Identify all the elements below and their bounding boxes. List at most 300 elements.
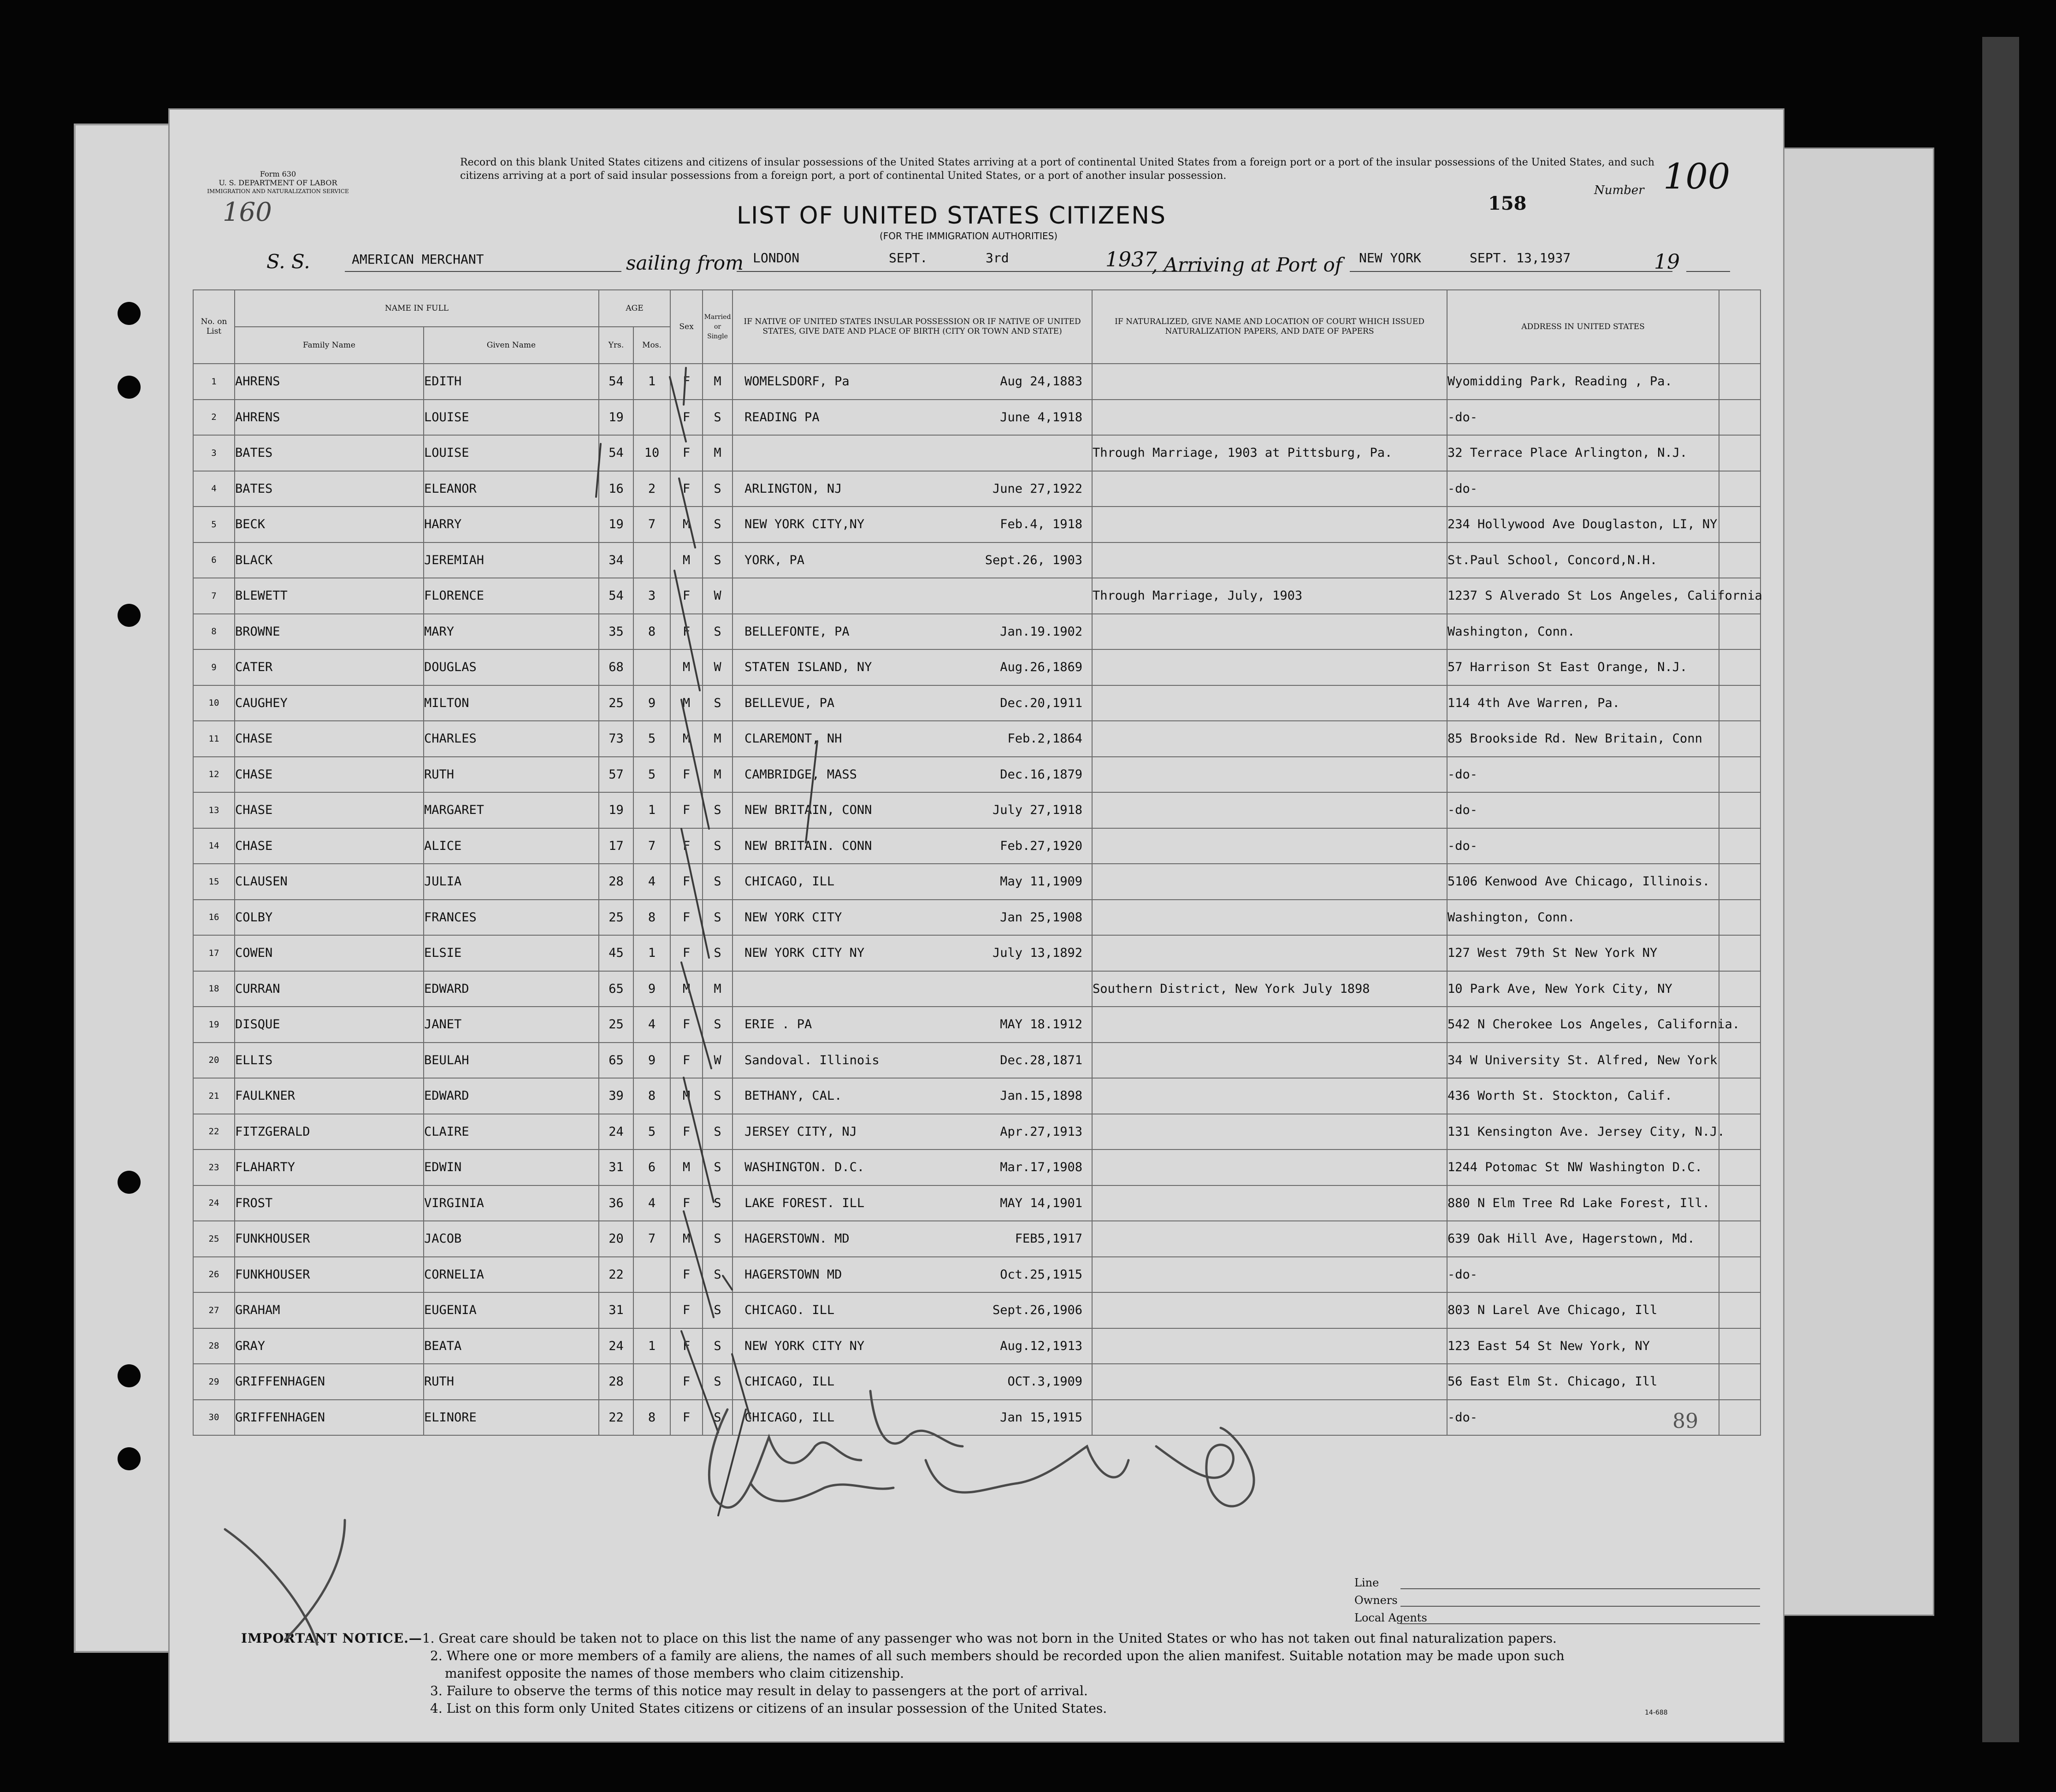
family-name-cell: FROST: [235, 1185, 424, 1221]
row-number: 3: [193, 435, 235, 471]
age-months-cell: 1: [633, 935, 670, 971]
age-years-cell: 19: [599, 792, 633, 828]
marital-status-cell: S: [703, 935, 733, 971]
birth-date: Dec.16,1879: [1000, 767, 1083, 782]
year-prefix: 19: [1654, 250, 1680, 274]
marital-status-cell: W: [703, 578, 733, 614]
age-years-cell: 17: [599, 828, 633, 864]
given-name-cell: DOUGLAS: [424, 649, 599, 685]
marital-status-cell: S: [703, 1185, 733, 1221]
row-number: 18: [193, 971, 235, 1007]
age-months-cell: 1: [633, 792, 670, 828]
birth-date: Feb.27,1920: [1000, 838, 1083, 853]
family-name-cell: GRAY: [235, 1328, 424, 1364]
checkmark-stroke: [684, 368, 686, 405]
age-months-cell: 7: [633, 1221, 670, 1257]
family-name-cell: CHASE: [235, 721, 424, 757]
age-years-cell: 31: [599, 1292, 633, 1328]
address-cell: Washington, Conn.: [1447, 614, 1719, 650]
address-cell: -do-: [1447, 1257, 1719, 1293]
notice-item-2-continued: manifest opposite the names of those members who claim citizenship.: [445, 1666, 904, 1681]
address-cell: 123 East 54 St New York, NY: [1447, 1328, 1719, 1364]
family-name-cell: FITZGERALD: [235, 1114, 424, 1150]
binder-hole: [118, 604, 141, 627]
birth-place: NEW BRITAIN, CONN: [744, 803, 872, 818]
marital-status-cell: S: [703, 1364, 733, 1400]
birth-date: FEB5,1917: [1015, 1232, 1083, 1246]
sex-cell: F: [670, 757, 703, 793]
header-given-name: Given Name: [424, 327, 599, 364]
header-months: Mos.: [633, 327, 670, 364]
binder-hole: [118, 1364, 141, 1387]
list-number: 100: [1663, 156, 1731, 197]
arriving-label: , Arriving at Port of: [1152, 253, 1342, 276]
marital-status-cell: S: [703, 1149, 733, 1185]
given-name-cell: LOUISE: [424, 435, 599, 471]
age-months-cell: 7: [633, 828, 670, 864]
row-number: 12: [193, 757, 235, 793]
address-cell: 34 W University St. Alfred, New York: [1447, 1043, 1719, 1079]
marital-status-cell: S: [703, 1078, 733, 1114]
age-months-cell: 8: [633, 1400, 670, 1436]
line-label: Line: [1354, 1576, 1379, 1589]
row-number: 25: [193, 1221, 235, 1257]
header-address: ADDRESS IN UNITED STATES: [1447, 290, 1719, 364]
family-name-cell: CHASE: [235, 828, 424, 864]
checkmark-stroke: [679, 478, 695, 548]
address-cell: Washington, Conn.: [1447, 900, 1719, 936]
number-label: Number: [1594, 183, 1644, 197]
age-years-cell: 54: [599, 578, 633, 614]
sex-cell: F: [670, 1114, 703, 1150]
birth-place: STATEN ISLAND, NY: [744, 660, 872, 675]
age-months-cell: 4: [633, 864, 670, 900]
age-years-cell: 68: [599, 649, 633, 685]
marital-status-cell: S: [703, 900, 733, 936]
age-years-cell: 34: [599, 542, 633, 578]
row-number: 1: [193, 364, 235, 400]
age-years-cell: 54: [599, 435, 633, 471]
age-months-cell: 6: [633, 1149, 670, 1185]
birth-date: Mar.17,1908: [1000, 1160, 1083, 1175]
family-name-cell: AHRENS: [235, 364, 424, 400]
birth-date: July 13,1892: [992, 946, 1083, 961]
family-name-cell: CHASE: [235, 792, 424, 828]
age-years-cell: 28: [599, 864, 633, 900]
sex-cell: F: [670, 1185, 703, 1221]
row-number: 10: [193, 685, 235, 721]
family-name-cell: ELLIS: [235, 1043, 424, 1079]
given-name-cell: HARRY: [424, 507, 599, 542]
birth-date: June 4,1918: [1000, 410, 1083, 424]
binder-hole: [118, 1171, 141, 1194]
sex-cell: F: [670, 578, 703, 614]
birth-place: CLAREMONT, NH: [744, 731, 842, 746]
given-name-cell: EDWIN: [424, 1149, 599, 1185]
given-name-cell: JACOB: [424, 1221, 599, 1257]
birth-date: Jan.15,1898: [1000, 1089, 1083, 1103]
corner-handwritten-mark: 160: [223, 197, 272, 227]
sex-cell: M: [670, 507, 703, 542]
age-years-cell: 25: [599, 1007, 633, 1043]
birth-place: CHICAGO, ILL: [744, 1410, 835, 1425]
ss-label: S. S.: [266, 250, 310, 273]
address-cell: 5106 Kenwood Ave Chicago, Illinois.: [1447, 864, 1719, 900]
birth-date: June 27,1922: [992, 481, 1083, 496]
checkmark-stroke: [681, 829, 709, 958]
form-instructions: Record on this blank United States citizens and citizens of insular possessions of the United States arriving at a port of continental United States from a foreign port or a port of the insular possessions of the United States, and such citizens arriving at a port of said insular possessions from a foreign port, a port of continental United States, or a port of another insular possession.: [460, 157, 1654, 182]
family-name-cell: FLAHARTY: [235, 1149, 424, 1185]
row-number: 2: [193, 400, 235, 436]
row-number: 22: [193, 1114, 235, 1150]
departure-month: SEPT.: [889, 250, 928, 265]
given-name-cell: JEREMIAH: [424, 542, 599, 578]
family-name-cell: GRAHAM: [235, 1292, 424, 1328]
notice-item-4: 4. List on this form only United States citizens or citizens of an insular possession of the United States.: [430, 1701, 1107, 1716]
age-years-cell: 24: [599, 1328, 633, 1364]
age-months-cell: 5: [633, 757, 670, 793]
sex-cell: M: [670, 1078, 703, 1114]
checkmark-stroke: [681, 1331, 718, 1432]
marital-status-cell: S: [703, 1257, 733, 1293]
age-years-cell: 31: [599, 1149, 633, 1185]
age-months-cell: 1: [633, 1328, 670, 1364]
family-name-cell: CURRAN: [235, 971, 424, 1007]
given-name-cell: MARY: [424, 614, 599, 650]
marital-status-cell: S: [703, 471, 733, 507]
given-name-cell: CLAIRE: [424, 1114, 599, 1150]
age-years-cell: 24: [599, 1114, 633, 1150]
address-cell: -do-: [1447, 828, 1719, 864]
age-years-cell: 19: [599, 400, 633, 436]
marital-status-cell: S: [703, 614, 733, 650]
family-name-cell: CLAUSEN: [235, 864, 424, 900]
sex-cell: M: [670, 685, 703, 721]
marital-status-cell: S: [703, 1400, 733, 1436]
family-name-cell: FUNKHOUSER: [235, 1257, 424, 1293]
birth-place: CHICAGO. ILL: [744, 1303, 835, 1318]
sailing-label: sailing from: [626, 252, 744, 274]
age-years-cell: 25: [599, 685, 633, 721]
age-years-cell: 65: [599, 971, 633, 1007]
given-name-cell: ALICE: [424, 828, 599, 864]
marital-status-cell: S: [703, 1292, 733, 1328]
header-married-single: Married or Single: [703, 290, 733, 364]
family-name-cell: BLEWETT: [235, 578, 424, 614]
address-cell: -do-: [1447, 1400, 1719, 1436]
family-name-cell: GRIFFENHAGEN: [235, 1400, 424, 1436]
marital-status-cell: S: [703, 792, 733, 828]
age-years-cell: 35: [599, 614, 633, 650]
departure-day: 3rd: [986, 250, 1009, 265]
notice-heading: IMPORTANT NOTICE.—: [241, 1631, 422, 1646]
birth-place: NEW YORK CITY NY: [744, 946, 865, 961]
age-months-cell: 10: [633, 435, 670, 471]
age-years-cell: 16: [599, 471, 633, 507]
family-name-cell: BATES: [235, 435, 424, 471]
given-name-cell: BEATA: [424, 1328, 599, 1364]
address-cell: 56 East Elm St. Chicago, Ill: [1447, 1364, 1719, 1400]
birth-date: Aug 24,1883: [1000, 374, 1083, 389]
address-cell: Wyomidding Park, Reading , Pa.: [1447, 364, 1719, 400]
age-months-cell: 2: [633, 471, 670, 507]
birth-place: Sandoval. Illinois: [744, 1053, 880, 1067]
age-months-cell: 8: [633, 900, 670, 936]
address-cell: 803 N Larel Ave Chicago, Ill: [1447, 1292, 1719, 1328]
birth-date: MAY 18.1912: [1000, 1017, 1083, 1032]
sex-cell: F: [670, 1400, 703, 1436]
row-number: 14: [193, 828, 235, 864]
age-years-cell: 65: [599, 1043, 633, 1079]
header-sex: Sex: [670, 290, 703, 364]
birth-date: Sept.26,1906: [992, 1303, 1083, 1318]
given-name-cell: LOUISE: [424, 400, 599, 436]
address-cell: 57 Harrison St East Orange, N.J.: [1447, 649, 1719, 685]
age-months-cell: 5: [633, 1114, 670, 1150]
address-cell: 234 Hollywood Ave Douglaston, LI, NY: [1447, 507, 1719, 542]
marital-status-cell: S: [703, 1221, 733, 1257]
family-name-cell: BLACK: [235, 542, 424, 578]
birth-place: WASHINGTON. D.C.: [744, 1160, 865, 1175]
form-subtitle: (FOR THE IMMIGRATION AUTHORITIES): [880, 230, 1058, 242]
age-years-cell: 45: [599, 935, 633, 971]
birth-place: ARLINGTON, NJ: [744, 481, 842, 496]
sex-cell: F: [670, 864, 703, 900]
sex-cell: F: [670, 900, 703, 936]
age-years-cell: 25: [599, 900, 633, 936]
birth-date: Dec.20,1911: [1000, 696, 1083, 710]
row-number: 20: [193, 1043, 235, 1079]
adjacent-sheet: [1775, 147, 1934, 1616]
age-months-cell: 8: [633, 1078, 670, 1114]
sex-cell: F: [670, 1364, 703, 1400]
birth-date: OCT.3,1909: [1007, 1374, 1083, 1389]
address-cell: 131 Kensington Ave. Jersey City, N.J.: [1447, 1114, 1719, 1150]
notice-item-2: 2. Where one or more members of a family are aliens, the names of all such members should be recorded upon the alien manifest. Suitable notation may be made upon such: [430, 1648, 1565, 1663]
row-number: 24: [193, 1185, 235, 1221]
age-years-cell: 20: [599, 1221, 633, 1257]
checkmark-stroke: [684, 1078, 714, 1202]
row-number: 13: [193, 792, 235, 828]
birth-place: BELLEVUE, PA: [744, 696, 835, 710]
age-months-cell: 4: [633, 1185, 670, 1221]
given-name-cell: EDWARD: [424, 971, 599, 1007]
form-title: LIST OF UNITED STATES CITIZENS: [737, 202, 1167, 230]
birth-date: Dec.28,1871: [1000, 1053, 1083, 1067]
given-name-cell: CORNELIA: [424, 1257, 599, 1293]
birth-date: May 11,1909: [1000, 874, 1083, 889]
birth-place: ERIE . PA: [744, 1017, 812, 1032]
binder-hole: [118, 376, 141, 399]
header-family-name: Family Name: [235, 327, 424, 364]
address-cell: 114 4th Ave Warren, Pa.: [1447, 685, 1719, 721]
age-years-cell: 28: [599, 1364, 633, 1400]
birth-date: July 27,1918: [992, 803, 1083, 818]
family-name-cell: FAULKNER: [235, 1078, 424, 1114]
birth-date: Feb.4, 1918: [1000, 517, 1083, 532]
checkmark-stroke: [674, 571, 700, 690]
notice-item-1: 1. Great care should be taken not to place on this list the name of any passenger who was not born in the United States or who has not taken out final naturalization papers.: [422, 1631, 1557, 1646]
header-naturalization: IF NATURALIZED, GIVE NAME AND LOCATION OF COURT WHICH ISSUED NATURALIZATION PAPERS, AND DATE OF PAPERS: [1092, 290, 1447, 364]
marital-status-cell: S: [703, 1007, 733, 1043]
birth-place: NEW YORK CITY: [744, 910, 842, 925]
age-months-cell: 3: [633, 578, 670, 614]
family-name-cell: CHASE: [235, 757, 424, 793]
family-name-cell: GRIFFENHAGEN: [235, 1364, 424, 1400]
birth-date: Aug.26,1869: [1000, 660, 1083, 675]
address-cell: 1237 S Alverado St Los Angeles, California: [1447, 578, 1719, 614]
given-name-cell: RUTH: [424, 757, 599, 793]
sex-cell: M: [670, 971, 703, 1007]
birth-place: CHICAGO, ILL: [744, 874, 835, 889]
family-name-cell: CAUGHEY: [235, 685, 424, 721]
age-years-cell: 36: [599, 1185, 633, 1221]
given-name-cell: RUTH: [424, 1364, 599, 1400]
local-agents-label: Local Agents: [1354, 1611, 1427, 1624]
address-cell: 542 N Cherokee Los Angeles, California.: [1447, 1007, 1719, 1043]
binder-hole: [118, 1447, 141, 1470]
given-name-cell: MILTON: [424, 685, 599, 721]
checkmark-stroke: [681, 962, 711, 1068]
row-number: 29: [193, 1364, 235, 1400]
sex-cell: F: [670, 792, 703, 828]
marital-status-cell: S: [703, 828, 733, 864]
birth-place: NEW BRITAIN. CONN: [744, 838, 872, 853]
address-cell: -do-: [1447, 400, 1719, 436]
given-name-cell: ELINORE: [424, 1400, 599, 1436]
family-name-cell: DISQUE: [235, 1007, 424, 1043]
sex-cell: F: [670, 1043, 703, 1079]
address-cell: St.Paul School, Concord,N.H.: [1447, 542, 1719, 578]
given-name-cell: EDITH: [424, 364, 599, 400]
sex-cell: M: [670, 542, 703, 578]
row-number: 8: [193, 614, 235, 650]
sex-cell: F: [670, 828, 703, 864]
family-name-cell: COLBY: [235, 900, 424, 936]
checkmark-stroke: [723, 1276, 732, 1290]
row-number: 16: [193, 900, 235, 936]
family-name-cell: FUNKHOUSER: [235, 1221, 424, 1257]
given-name-cell: EUGENIA: [424, 1292, 599, 1328]
sex-cell: M: [670, 1221, 703, 1257]
row-number: 27: [193, 1292, 235, 1328]
naturalization-cell: Southern District, New York July 1898: [1092, 971, 1447, 1007]
age-years-cell: 54: [599, 364, 633, 400]
given-name-cell: CHARLES: [424, 721, 599, 757]
birth-date: Oct.25,1915: [1000, 1267, 1083, 1282]
given-name-cell: ELEANOR: [424, 471, 599, 507]
age-months-cell: 5: [633, 721, 670, 757]
marital-status-cell: S: [703, 400, 733, 436]
sex-cell: F: [670, 614, 703, 650]
birth-place: NEW YORK CITY,NY: [744, 517, 865, 532]
sheet-count: 89: [1672, 1409, 1698, 1433]
birth-place: JERSEY CITY, NJ: [744, 1124, 857, 1139]
birth-place: LAKE FOREST. ILL: [744, 1196, 865, 1210]
sex-cell: F: [670, 1292, 703, 1328]
given-name-cell: JULIA: [424, 864, 599, 900]
marital-status-cell: W: [703, 1043, 733, 1079]
row-number: 15: [193, 864, 235, 900]
marital-status-cell: S: [703, 507, 733, 542]
row-number: 9: [193, 649, 235, 685]
row-number: 5: [193, 507, 235, 542]
birth-place: YORK, PA: [744, 553, 805, 567]
birth-place: WOMELSDORF, Pa: [744, 374, 850, 389]
marital-status-cell: S: [703, 864, 733, 900]
signature-mark: [225, 1391, 1254, 1645]
row-number: 26: [193, 1257, 235, 1293]
age-months-cell: 4: [633, 1007, 670, 1043]
header-name-in-full: NAME IN FULL: [235, 290, 599, 327]
checkmark-stroke: [684, 1211, 714, 1317]
age-months-cell: 9: [633, 685, 670, 721]
address-cell: -do-: [1447, 471, 1719, 507]
family-name-cell: BROWNE: [235, 614, 424, 650]
age-years-cell: 73: [599, 721, 633, 757]
sex-cell: F: [670, 471, 703, 507]
checkmark-stroke: [806, 741, 817, 843]
background-strip: [1982, 37, 2019, 1742]
row-number: 19: [193, 1007, 235, 1043]
birth-date: Jan 15,1915: [1000, 1410, 1083, 1425]
address-cell: 85 Brookside Rd. New Britain, Conn: [1447, 721, 1719, 757]
family-name-cell: AHRENS: [235, 400, 424, 436]
marital-status-cell: M: [703, 971, 733, 1007]
address-cell: -do-: [1447, 757, 1719, 793]
age-years-cell: 19: [599, 507, 633, 542]
row-number: 30: [193, 1400, 235, 1436]
manifest-page: [168, 108, 1784, 1743]
birth-place: HAGERSTOWN MD: [744, 1267, 842, 1282]
sex-cell: F: [670, 400, 703, 436]
birth-date: Apr.27,1913: [1000, 1124, 1083, 1139]
sex-cell: M: [670, 1149, 703, 1185]
checkmark-stroke: [596, 444, 601, 497]
age-months-cell: 1: [633, 364, 670, 400]
birth-date: Jan.19.1902: [1000, 624, 1083, 639]
marital-status-cell: S: [703, 1328, 733, 1364]
marital-status-cell: M: [703, 364, 733, 400]
departure-port: LONDON: [753, 250, 800, 265]
age-months-cell: 9: [633, 1043, 670, 1079]
arrival-date: SEPT. 13,1937: [1470, 250, 1571, 265]
arrival-port: NEW YORK: [1359, 250, 1421, 265]
sex-cell: F: [670, 1328, 703, 1364]
address-cell: 880 N Elm Tree Rd Lake Forest, Ill.: [1447, 1185, 1719, 1221]
birth-date: Aug.12,1913: [1000, 1338, 1083, 1353]
age-years-cell: 57: [599, 757, 633, 793]
naturalization-cell: Through Marriage, July, 1903: [1092, 578, 1447, 614]
sex-cell: M: [670, 721, 703, 757]
address-cell: 10 Park Ave, New York City, NY: [1447, 971, 1719, 1007]
given-name-cell: ELSIE: [424, 935, 599, 971]
address-cell: 1244 Potomac St NW Washington D.C.: [1447, 1149, 1719, 1185]
address-cell: -do-: [1447, 792, 1719, 828]
family-name-cell: BECK: [235, 507, 424, 542]
row-number: 6: [193, 542, 235, 578]
service-name: IMMIGRATION AND NATURALIZATION SERVICE: [207, 188, 349, 195]
given-name-cell: BEULAH: [424, 1043, 599, 1079]
sex-cell: F: [670, 364, 703, 400]
row-number: 17: [193, 935, 235, 971]
department-name: U. S. DEPARTMENT OF LABOR: [219, 178, 337, 187]
address-cell: 436 Worth St. Stockton, Calif.: [1447, 1078, 1719, 1114]
birth-place: BETHANY, CAL.: [744, 1089, 842, 1103]
marital-status-cell: M: [703, 435, 733, 471]
birth-date: Feb.2,1864: [1007, 731, 1083, 746]
header-age: AGE: [599, 290, 670, 327]
